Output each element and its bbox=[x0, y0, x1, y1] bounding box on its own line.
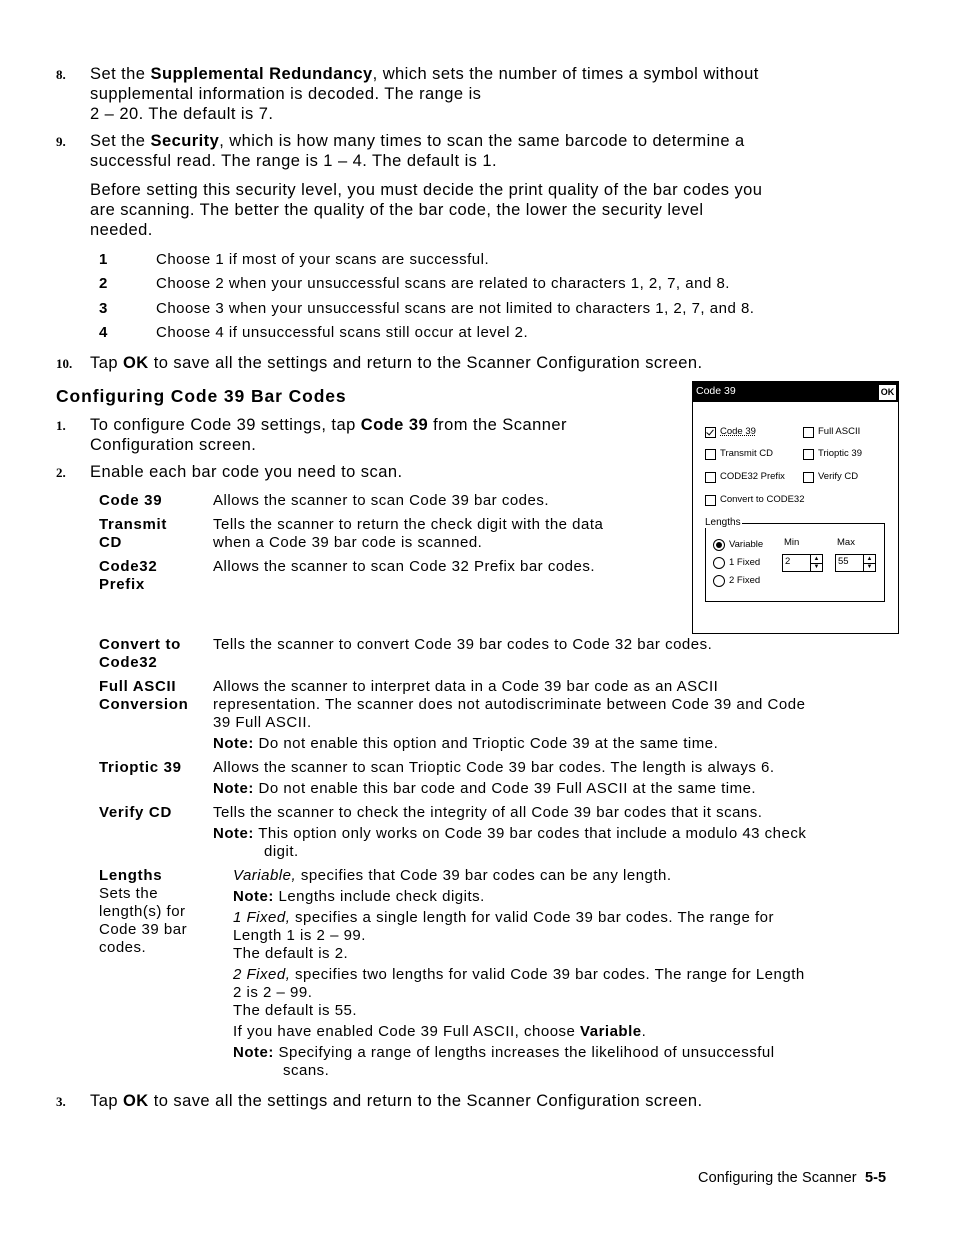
level-number: 2 bbox=[99, 275, 108, 292]
arrow-down-icon[interactable]: ▼ bbox=[813, 564, 820, 570]
max-spinner[interactable] bbox=[835, 554, 876, 572]
arrow-up-icon[interactable]: ▲ bbox=[864, 555, 875, 564]
option-def: Allows the scanner to interpret data in a Code 39 bar code as an ASCII representation. The scanner does not autodiscriminate between Code 39 and Code 39 Full ASCII. Note: Do not enable this option and Trioptic Code 39 at the same time. bbox=[213, 678, 806, 752]
option-def: Tells the scanner to return the check digit with the data when a Code 39 bar code is scanned. bbox=[213, 516, 604, 551]
min-label: Min bbox=[784, 537, 800, 548]
full-ascii-checkbox[interactable] bbox=[803, 427, 814, 438]
option-def: Tells the scanner to convert Code 39 bar codes to Code 32 bar codes. bbox=[213, 636, 713, 653]
code39-device-screen bbox=[692, 381, 899, 634]
level-text: Choose 4 if unsuccessful scans still occur at level 2. bbox=[156, 324, 529, 341]
convert-code32-checkbox[interactable] bbox=[705, 495, 716, 506]
step-10-text: Tap OK to save all the settings and return to the Scanner Configuration screen. bbox=[90, 354, 703, 372]
step-9-text: Set the Security, which is how many times to scan the same barcode to determine a successful read. The range is 1 – 4. The default is 1. bbox=[90, 132, 745, 170]
checkbox-label: Full ASCII bbox=[818, 426, 861, 437]
verify-cd-checkbox[interactable] bbox=[803, 472, 814, 483]
option-term: Code32 Prefix bbox=[99, 558, 158, 593]
checkbox-label: Trioptic 39 bbox=[818, 448, 862, 459]
step-number: 10. bbox=[56, 356, 73, 371]
lengths-group-label: Lengths bbox=[705, 517, 741, 528]
level-number: 1 bbox=[99, 251, 108, 268]
step-number: 9. bbox=[56, 134, 66, 149]
step-number: 2. bbox=[56, 465, 66, 480]
level-text: Choose 1 if most of your scans are successful. bbox=[156, 251, 490, 268]
min-value: 2 bbox=[785, 556, 791, 567]
option-term: Transmit CD bbox=[99, 516, 168, 551]
option-term: Full ASCII Conversion bbox=[99, 678, 189, 713]
title-bar bbox=[693, 382, 898, 402]
level-text: Choose 3 when your unsuccessful scans are not limited to characters 1, 2, 7, and 8. bbox=[156, 300, 755, 317]
checkbox-label: Convert to CODE32 bbox=[720, 494, 805, 505]
option-def: Tells the scanner to check the integrity of all Code 39 bar codes that it scans. Note: This option only works on Code 39 bar codes that include a modulo 43 check digit. bbox=[213, 804, 807, 860]
ok-button[interactable]: OK bbox=[878, 384, 897, 401]
checkbox-label: Code 39 bbox=[720, 426, 756, 437]
checkbox-label: Transmit CD bbox=[720, 448, 773, 459]
spinner-buttons[interactable] bbox=[810, 555, 822, 571]
option-term: Convert to Code32 bbox=[99, 636, 181, 671]
section-heading: Configuring Code 39 Bar Codes bbox=[56, 386, 347, 406]
step-3-text: Tap OK to save all the settings and return to the Scanner Configuration screen. bbox=[90, 1092, 703, 1110]
level-text: Choose 2 when your unsuccessful scans are related to characters 1, 2, 7, and 8. bbox=[156, 275, 730, 292]
radio-label: 2 Fixed bbox=[729, 575, 761, 586]
step-1-text: To configure Code 39 settings, tap Code 39 from the Scanner Configuration screen. bbox=[90, 416, 567, 454]
fixed2-radio[interactable] bbox=[713, 575, 725, 587]
level-number: 3 bbox=[99, 300, 108, 317]
radio-label: Variable bbox=[729, 539, 764, 550]
fixed1-radio[interactable] bbox=[713, 557, 725, 569]
max-value: 55 bbox=[838, 556, 849, 567]
option-def: Allows the scanner to scan Code 39 bar codes. bbox=[213, 492, 550, 509]
arrow-down-icon[interactable]: ▼ bbox=[866, 564, 873, 570]
lengths-def: Variable, specifies that Code 39 bar codes can be any length. Note: Lengths include check digits. 1 Fixed, specifies a single length for valid Code 39 bar codes. The range for Length 1 is 2 – 99. The default is 2. 2 Fixed, specifies two lengths for valid Code 39 bar codes. The range for Length 2 is 2 – 99. The default is 55. If you have enabled Code 39 Full ASCII, choose Variable. Note: Specifying a range of lengths increases the likelihood of unsuccessful scans. bbox=[233, 867, 805, 1079]
step-8-text: Set the Supplemental Redundancy, which sets the number of times a symbol without supplemental information is decoded. The range is 2 – 20. The default is 7. bbox=[90, 65, 759, 123]
option-term: Verify CD bbox=[99, 804, 172, 821]
code32-prefix-checkbox[interactable] bbox=[705, 472, 716, 483]
option-def: Allows the scanner to scan Code 32 Prefix bar codes. bbox=[213, 558, 596, 575]
variable-radio[interactable] bbox=[713, 539, 725, 551]
arrow-up-icon[interactable]: ▲ bbox=[811, 555, 822, 564]
option-term: Trioptic 39 bbox=[99, 759, 182, 776]
option-term: Lengths bbox=[99, 867, 163, 884]
window-title: Code 39 bbox=[696, 385, 736, 397]
lengths-subtitle: Sets the length(s) for Code 39 bar codes. bbox=[99, 885, 188, 956]
step-number: 1. bbox=[56, 418, 66, 433]
page-footer: Configuring the Scanner 5-5 bbox=[698, 1170, 887, 1186]
option-term: Code 39 bbox=[99, 492, 163, 509]
checkbox-label: Verify CD bbox=[818, 471, 859, 482]
option-def: Allows the scanner to scan Trioptic Code 39 bar codes. The length is always 6. Note: Do not enable this bar code and Code 39 Full ASCII at the same time. bbox=[213, 759, 775, 797]
max-label: Max bbox=[837, 537, 855, 548]
transmit-cd-checkbox[interactable] bbox=[705, 449, 716, 460]
step-2-text: Enable each bar code you need to scan. bbox=[90, 463, 403, 481]
step-number: 8. bbox=[56, 67, 66, 82]
checkbox-label: CODE32 Prefix bbox=[720, 471, 785, 482]
min-spinner[interactable] bbox=[782, 554, 823, 572]
step-number: 3. bbox=[56, 1094, 66, 1109]
code39-checkbox[interactable] bbox=[705, 427, 716, 438]
radio-label: 1 Fixed bbox=[729, 557, 761, 568]
security-paragraph: Before setting this security level, you must decide the print quality of the bar codes you are scanning. The better the quality of the bar code, the lower the security level needed. bbox=[90, 181, 763, 239]
level-number: 4 bbox=[99, 324, 108, 341]
spinner-buttons[interactable] bbox=[863, 555, 875, 571]
trioptic-checkbox[interactable] bbox=[803, 449, 814, 460]
